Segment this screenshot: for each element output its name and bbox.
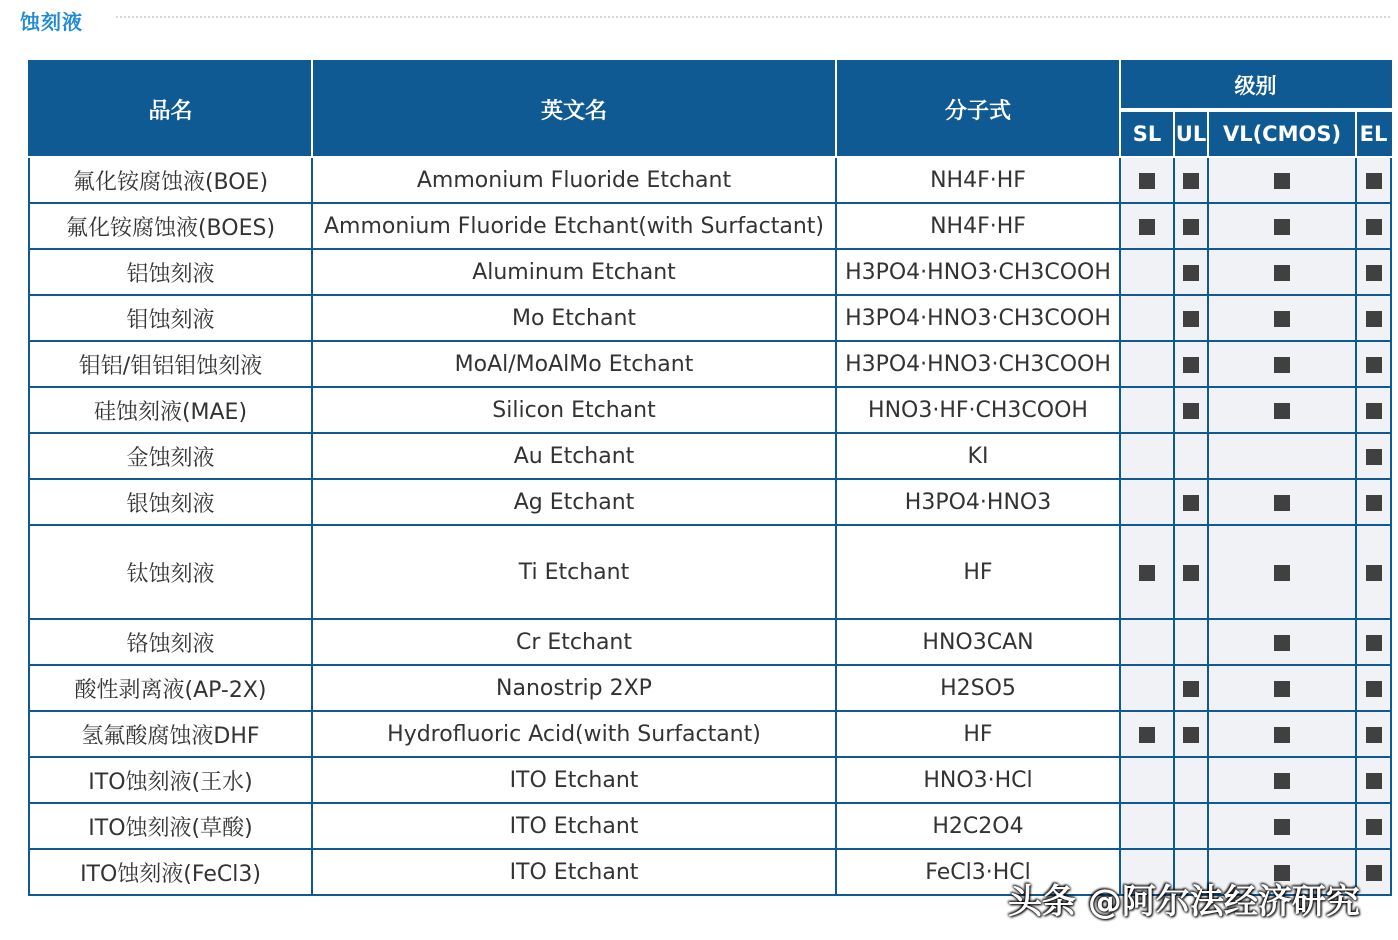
formula-cell: H3PO4·HNO3·CH3COOH	[836, 249, 1120, 295]
grade-el-cell	[1356, 525, 1391, 619]
table-row	[29, 433, 1391, 479]
grade-ul-cell	[1174, 479, 1208, 525]
table-header	[29, 61, 1391, 157]
table-row	[29, 295, 1391, 341]
grade-ul-cell	[1174, 711, 1208, 757]
english-cell: Mo Etchant	[312, 295, 836, 341]
grade-mark-square	[1274, 727, 1290, 743]
grade-el-cell	[1356, 433, 1391, 479]
english-cell: Ammonium Fluoride Etchant(with Surfactant)	[312, 203, 836, 249]
grade-el-cell	[1356, 341, 1391, 387]
english-cell: ITO Etchant	[312, 803, 836, 849]
grade-sl-cell	[1120, 295, 1174, 341]
name-cell: ITO蚀刻液(草酸)	[29, 803, 312, 849]
grade-mark-square	[1366, 681, 1382, 697]
name-cell: 氢氟酸腐蚀液DHF	[29, 711, 312, 757]
grade-sl-cell	[1120, 711, 1174, 757]
grade-vl-cell	[1208, 203, 1356, 249]
grade-mark-square	[1139, 565, 1155, 581]
grade-vl-cell	[1208, 665, 1356, 711]
grade-mark-square	[1183, 265, 1199, 281]
name-cell: 硅蚀刻液(MAE)	[29, 387, 312, 433]
grade-mark-square	[1183, 681, 1199, 697]
table-row	[29, 525, 1391, 619]
grade-ul-cell	[1174, 803, 1208, 849]
grade-el-cell	[1356, 295, 1391, 341]
english-cell: Cr Etchant	[312, 619, 836, 665]
grade-el-cell	[1356, 157, 1391, 203]
grade-mark-square	[1366, 403, 1382, 419]
grade-sl-cell	[1120, 525, 1174, 619]
table-row	[29, 757, 1391, 803]
grade-mark-square	[1274, 311, 1290, 327]
name-cell: 钼铝/钼铝钼蚀刻液	[29, 341, 312, 387]
grade-mark-square	[1274, 773, 1290, 789]
grade-vl-cell	[1208, 295, 1356, 341]
grade-ul-cell	[1174, 203, 1208, 249]
grade-mark-square	[1274, 173, 1290, 189]
watermark: 头条 @阿尔法经济研究	[1008, 882, 1360, 922]
header-grade: 级别	[1120, 61, 1391, 110]
grade-vl-cell	[1208, 387, 1356, 433]
section-header	[20, 2, 1390, 34]
grade-sl-cell	[1120, 433, 1174, 479]
name-cell: 钼蚀刻液	[29, 295, 312, 341]
formula-cell: H3PO4·HNO3	[836, 479, 1120, 525]
formula-cell: H3PO4·HNO3·CH3COOH	[836, 295, 1120, 341]
grade-vl-cell	[1208, 525, 1356, 619]
grade-mark-square	[1139, 173, 1155, 189]
grade-ul-cell	[1174, 157, 1208, 203]
english-cell: Ag Etchant	[312, 479, 836, 525]
english-cell: MoAl/MoAlMo Etchant	[312, 341, 836, 387]
grade-ul-cell	[1174, 295, 1208, 341]
grade-mark-square	[1183, 727, 1199, 743]
name-cell: 酸性剥离液(AP-2X)	[29, 665, 312, 711]
name-cell: 金蚀刻液	[29, 433, 312, 479]
table-row	[29, 665, 1391, 711]
grade-el-cell	[1356, 665, 1391, 711]
grade-mark-square	[1139, 219, 1155, 235]
grade-ul-cell	[1174, 665, 1208, 711]
grade-mark-square	[1183, 403, 1199, 419]
grade-ul-cell	[1174, 341, 1208, 387]
grade-sl-cell	[1120, 619, 1174, 665]
name-cell: 氟化铵腐蚀液(BOES)	[29, 203, 312, 249]
table-row	[29, 203, 1391, 249]
english-cell: ITO Etchant	[312, 849, 836, 895]
grade-el-cell	[1356, 619, 1391, 665]
table-row	[29, 619, 1391, 665]
name-cell: ITO蚀刻液(FeCl3)	[29, 849, 312, 895]
grade-vl-cell	[1208, 249, 1356, 295]
grade-mark-square	[1366, 565, 1382, 581]
name-cell: 氟化铵腐蚀液(BOE)	[29, 157, 312, 203]
grade-mark-square	[1366, 727, 1382, 743]
grade-sl-cell	[1120, 803, 1174, 849]
grade-mark-square	[1366, 449, 1382, 465]
grade-el-cell	[1356, 757, 1391, 803]
dotted-divider	[116, 16, 1390, 18]
section-title: 蚀刻液	[20, 10, 83, 34]
english-cell: Ti Etchant	[312, 525, 836, 619]
grade-el-cell	[1356, 479, 1391, 525]
grade-mark-square	[1274, 219, 1290, 235]
english-cell: Ammonium Fluoride Etchant	[312, 157, 836, 203]
grade-el-cell	[1356, 803, 1391, 849]
grade-el-cell	[1356, 387, 1391, 433]
grade-mark-square	[1183, 495, 1199, 511]
grade-el-cell	[1356, 203, 1391, 249]
table-row	[29, 803, 1391, 849]
grade-el-cell	[1356, 249, 1391, 295]
grade-mark-square	[1366, 865, 1382, 881]
header-ul: UL	[1174, 110, 1208, 157]
table-row	[29, 711, 1391, 757]
formula-cell: HF	[836, 711, 1120, 757]
english-cell: ITO Etchant	[312, 757, 836, 803]
table-row	[29, 157, 1391, 203]
grade-vl-cell	[1208, 433, 1356, 479]
grade-vl-cell	[1208, 757, 1356, 803]
table-body	[29, 157, 1391, 895]
name-cell: 钛蚀刻液	[29, 525, 312, 619]
table-row	[29, 387, 1391, 433]
grade-vl-cell	[1208, 157, 1356, 203]
grade-vl-cell	[1208, 803, 1356, 849]
grade-ul-cell	[1174, 387, 1208, 433]
header-vl: VL(CMOS)	[1208, 110, 1356, 157]
formula-cell: H3PO4·HNO3·CH3COOH	[836, 341, 1120, 387]
grade-mark-square	[1366, 219, 1382, 235]
grade-vl-cell	[1208, 479, 1356, 525]
english-cell: Aluminum Etchant	[312, 249, 836, 295]
grade-mark-square	[1274, 565, 1290, 581]
name-cell: 铬蚀刻液	[29, 619, 312, 665]
grade-sl-cell	[1120, 387, 1174, 433]
grade-mark-square	[1183, 357, 1199, 373]
grade-mark-square	[1274, 819, 1290, 835]
grade-sl-cell	[1120, 665, 1174, 711]
grade-el-cell	[1356, 849, 1391, 895]
grade-mark-square	[1366, 357, 1382, 373]
grade-mark-square	[1366, 635, 1382, 651]
grade-mark-square	[1139, 727, 1155, 743]
formula-cell: HNO3CAN	[836, 619, 1120, 665]
english-cell: Nanostrip 2XP	[312, 665, 836, 711]
grade-mark-square	[1183, 219, 1199, 235]
formula-cell: HNO3·HF·CH3COOH	[836, 387, 1120, 433]
grade-mark-square	[1183, 173, 1199, 189]
grade-ul-cell	[1174, 433, 1208, 479]
grade-ul-cell	[1174, 249, 1208, 295]
header-english: 英文名	[312, 61, 836, 157]
grade-mark-square	[1366, 819, 1382, 835]
grade-mark-square	[1366, 265, 1382, 281]
formula-cell: FeCl3·HCl	[836, 849, 1120, 895]
formula-cell: H2SO5	[836, 665, 1120, 711]
table-row	[29, 341, 1391, 387]
grade-vl-cell	[1208, 341, 1356, 387]
header-name: 品名	[29, 61, 312, 157]
grade-sl-cell	[1120, 341, 1174, 387]
grade-mark-square	[1366, 311, 1382, 327]
header-sl: SL	[1120, 110, 1174, 157]
formula-cell: NH4F·HF	[836, 203, 1120, 249]
grade-mark-square	[1274, 495, 1290, 511]
grade-mark-square	[1366, 495, 1382, 511]
formula-cell: KI	[836, 433, 1120, 479]
grade-mark-square	[1366, 173, 1382, 189]
grade-sl-cell	[1120, 757, 1174, 803]
header-formula: 分子式	[836, 61, 1120, 157]
grade-mark-square	[1274, 265, 1290, 281]
formula-cell: H2C2O4	[836, 803, 1120, 849]
formula-cell: HNO3·HCl	[836, 757, 1120, 803]
grade-ul-cell	[1174, 525, 1208, 619]
grade-mark-square	[1274, 357, 1290, 373]
grade-mark-square	[1274, 403, 1290, 419]
grade-mark-square	[1366, 773, 1382, 789]
table-row	[29, 479, 1391, 525]
grade-mark-square	[1183, 565, 1199, 581]
grade-ul-cell	[1174, 757, 1208, 803]
name-cell: 银蚀刻液	[29, 479, 312, 525]
grade-mark-square	[1183, 311, 1199, 327]
table-row	[29, 249, 1391, 295]
grade-vl-cell	[1208, 619, 1356, 665]
name-cell: ITO蚀刻液(王水)	[29, 757, 312, 803]
english-cell: Silicon Etchant	[312, 387, 836, 433]
formula-cell: HF	[836, 525, 1120, 619]
english-cell: Hydrofluoric Acid(with Surfactant)	[312, 711, 836, 757]
grade-mark-square	[1274, 681, 1290, 697]
grade-el-cell	[1356, 711, 1391, 757]
name-cell: 铝蚀刻液	[29, 249, 312, 295]
header-el: EL	[1356, 110, 1391, 157]
formula-cell: NH4F·HF	[836, 157, 1120, 203]
english-cell: Au Etchant	[312, 433, 836, 479]
etchant-table	[28, 60, 1392, 896]
grade-vl-cell	[1208, 711, 1356, 757]
grade-ul-cell	[1174, 619, 1208, 665]
grade-sl-cell	[1120, 203, 1174, 249]
grade-sl-cell	[1120, 157, 1174, 203]
grade-sl-cell	[1120, 479, 1174, 525]
grade-mark-square	[1274, 635, 1290, 651]
grade-sl-cell	[1120, 249, 1174, 295]
